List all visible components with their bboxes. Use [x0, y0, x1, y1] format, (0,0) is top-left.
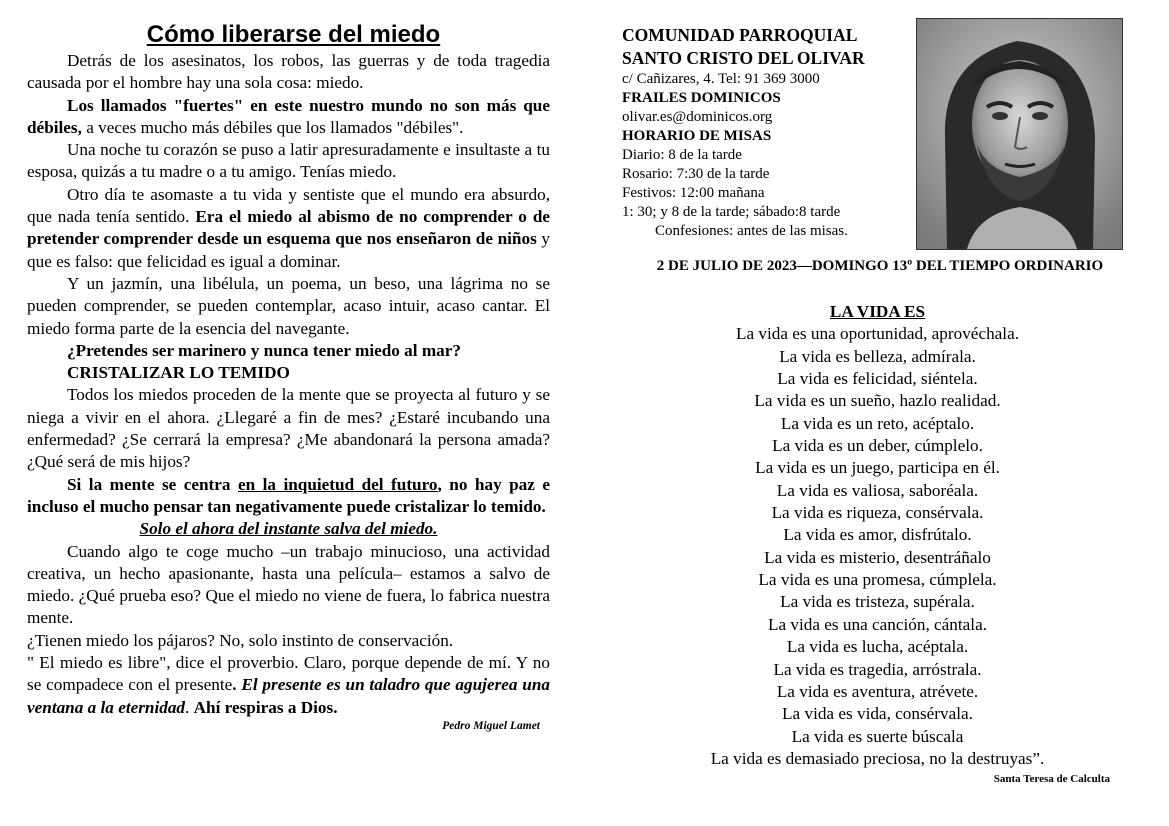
- center-line: Solo el ahora del instante salva del miedo.: [139, 519, 438, 539]
- poem-line: La vida es una promesa, cúmplela.: [758, 570, 997, 590]
- paragraph-3: Una noche tu corazón se puso a latir apresuradamente e insultaste a tu esposa, quizás a tu madre o a tu amigo. Tenías miedo.: [27, 140, 550, 182]
- article: [27, 20, 550, 733]
- portrait-illustration: [917, 19, 1122, 249]
- poem-line: La vida es tragedia, arróstrala.: [773, 659, 982, 679]
- poem-line: La vida es un reto, acéptalo.: [780, 413, 975, 433]
- parish-address: c/ Cañizares, 4. Tel: 91 369 3000: [622, 71, 820, 87]
- schedule-afternoon: 1: 30; y 8 de la tarde; sábado:8 tarde: [622, 204, 841, 220]
- paragraph-10-end: Ahí respiras a Dios.: [193, 697, 338, 717]
- poem-line: La vida es una canción, cántala.: [767, 614, 988, 634]
- poem-line: La vida es belleza, admírala.: [779, 346, 976, 366]
- date-line: 2 DE JULIO DE 2023—DOMINGO 13º DEL TIEMPO ORDINARIO: [656, 258, 1104, 274]
- paragraph-8: Cuando algo te coge mucho –un trabajo minucioso, una actividad creativa, un hecho apasionante, hasta una película– estamos a salvo de miedo. ¿Qué prueba eso? Que el miedo no viene de fuera, lo fabrica nuestra mente.: [27, 541, 550, 628]
- parish-name-line-2: SANTO CRISTO DEL OLIVAR: [622, 48, 865, 68]
- question-sailor: ¿Pretendes ser marinero y nunca tener miedo al mar?: [67, 340, 461, 360]
- paragraph-2-bold: Los llamados "fuertes" en este nuestro mundo no son más que débiles,: [27, 95, 550, 137]
- paragraph-4-start: Otro día te asomaste a tu vida y sentiste que el mundo era absurdo, que nada tenía sentido.: [27, 184, 550, 227]
- confessions: Confesiones: antes de las misas.: [655, 223, 848, 239]
- paragraph-10-italic: El presente es un taladro que agujerea una ventana a la eternidad: [27, 675, 550, 717]
- parish-email: olivar.es@dominicos.org: [622, 109, 773, 125]
- section-heading: CRISTALIZAR LO TEMIDO: [67, 363, 290, 383]
- poem-line: La vida es valiosa, saboréala.: [776, 480, 979, 500]
- schedule-title: HORARIO DE MISAS: [622, 128, 772, 144]
- poem-line: La vida es misterio, desentráñalo: [764, 547, 991, 567]
- poem-line: La vida es amor, disfrútalo.: [783, 525, 972, 545]
- paragraph-10-sep: .: [185, 697, 194, 717]
- poem-line: La vida es lucha, acéptala.: [786, 637, 969, 657]
- paragraph-10-dot: .: [232, 675, 237, 695]
- paragraph-4: [27, 184, 550, 273]
- paragraph-2: [27, 95, 550, 140]
- paragraph-2-rest: a veces mucho más débiles que los llamados "débiles".: [81, 117, 464, 137]
- paragraph-4-bold: Era el miedo al abismo de no comprender o de pretender comprender desde un esquema que nos enseñaron de niños: [27, 207, 551, 249]
- paragraph-10-start: " El miedo es libre", dice el proverbio. Claro, porque depende de mí. Y no se compadece con el presente: [27, 653, 550, 695]
- paragraph-1: Detrás de los asesinatos, los robos, las guerras y de toda tragedia causada por el hombre hay una sola cosa: miedo.: [27, 51, 550, 93]
- paragraph-10: [27, 652, 550, 719]
- poem-line: La vida es tristeza, supérala.: [780, 592, 975, 612]
- poem-line: La vida es un deber, cúmplelo.: [772, 436, 983, 456]
- paragraph-6: Todos los miedos proceden de la mente que se proyecta al futuro y se niega a vivir en el ahora. ¿Llegaré a fin de mes? ¿Estaré incubando una enfermedad? ¿Se cerrará la empresa? ¿Me abandonará la persona amada? ¿Qué será de mis hijos?: [27, 385, 550, 472]
- poem-line: La vida es riqueza, consérvala.: [771, 503, 984, 523]
- paragraph-4-end: y que es falso: que felicidad es igual a dominar.: [27, 229, 550, 271]
- article-author: Pedro Miguel Lamet: [442, 719, 540, 732]
- parish-name-line-1: COMUNIDAD PARROQUIAL: [622, 25, 858, 45]
- poem-line: La vida es demasiado preciosa, no la destruyas”.: [710, 748, 1045, 768]
- poem-signature: Santa Teresa de Calculta: [993, 773, 1110, 785]
- parish-order: FRAILES DOMINICOS: [622, 90, 781, 106]
- poem-title: LA VIDA ES: [829, 302, 926, 321]
- poem: [640, 301, 1115, 770]
- poem-line: La vida es felicidad, siéntela.: [777, 369, 978, 389]
- schedule-holidays: Festivos: 12:00 mañana: [622, 185, 765, 201]
- parish-info: [622, 24, 912, 241]
- jesus-portrait-image: [916, 18, 1123, 250]
- paragraph-7-end: , no hay paz e incluso el mucho pensar tan negativamente puede cristalizar lo temido.: [27, 474, 550, 516]
- poem-line: La vida es un juego, participa en él.: [755, 458, 1000, 478]
- poem-line: La vida es una oportunidad, aprovéchala.: [735, 324, 1019, 344]
- schedule-daily: Diario: 8 de la tarde: [622, 147, 742, 163]
- poem-line: La vida es vida, consérvala.: [782, 704, 973, 724]
- article-title: Cómo liberarse del miedo: [146, 21, 441, 48]
- poem-line: La vida es suerte búscala: [791, 726, 964, 746]
- paragraph-7: [27, 474, 550, 519]
- paragraph-7-start: Si la mente se centra: [67, 474, 238, 494]
- poem-line: La vida es aventura, atrévete.: [776, 681, 979, 701]
- paragraph-5: Y un jazmín, una libélula, un poema, un beso, una lágrima no se pueden comprender, se pueden contemplar, acaso intuir, acaso cantar. El miedo forma parte de la esencia del navegante.: [27, 273, 550, 338]
- schedule-rosary: Rosario: 7:30 de la tarde: [622, 166, 770, 182]
- poem-line: La vida es un sueño, hazlo realidad.: [754, 391, 1001, 411]
- paragraph-7-underlined: en la inquietud del futuro: [237, 474, 438, 494]
- paragraph-9: ¿Tienen miedo los pájaros? No, solo instinto de conservación.: [27, 630, 454, 650]
